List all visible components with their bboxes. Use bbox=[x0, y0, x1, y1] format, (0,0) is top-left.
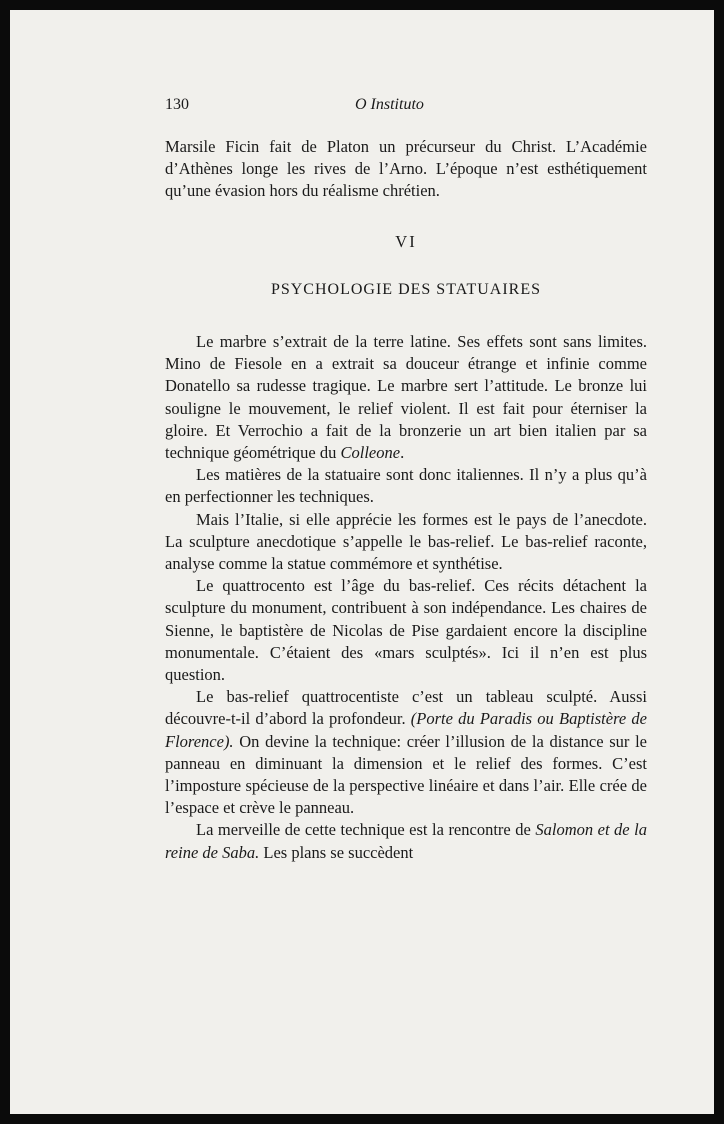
page-number: 130 bbox=[165, 96, 189, 113]
paragraph-text-end: Les plans se succèdent bbox=[259, 842, 414, 862]
section-title: PSYCHOLOGIE DES STATUAIRES bbox=[270, 280, 542, 298]
paragraph-text: Le marbre s’extrait de la terre latine. Ses effets sont sans limites. Mino de Fiesole en a extrait sa douceur étrange et infinie comme Donatello sa rudesse tragique. Le marbre sert l’attitude. Le bronze lui souligne le mouvement, le relief violent. Il est fait pour éterniser la gloire. Et Verrochio a fait de la bronzerie un art bien italien par sa technique géométrique du bbox=[165, 332, 647, 463]
paragraph-italic: (Porte du Paradis ou Baptistère de Florence). bbox=[165, 709, 647, 751]
page-content bbox=[165, 136, 647, 864]
paragraph: Mais l’Italie, si elle apprécie les formes est le pays de l’anecdote. La sculpture anecdotique s’appelle le bas-relief. Le bas-relief raconte, analyse comme la statue commémore et synthétise. bbox=[165, 509, 647, 574]
running-title: O Instituto bbox=[355, 96, 424, 113]
paragraph-italic: Salomon et de la reine de Saba. bbox=[165, 820, 647, 862]
section-number: VI bbox=[395, 231, 417, 251]
paragraph-continuation: Marsile Ficin fait de Platon un précurseur du Christ. L’Académie d’Athènes longe les rives de l’Arno. L’époque n’est esthétiquement qu’une évasion hors du réalisme chrétien. bbox=[165, 137, 647, 201]
paragraph: Les matières de la statuaire sont donc italiennes. Il n’y a plus qu’à en perfectionner les techniques. bbox=[165, 465, 647, 507]
paragraph-text-end: On devine la technique: créer l’illusion de la distance sur le panneau en diminuant la dimension et le relief des formes. C’est l’imposture spécieuse de la perspective linéaire et dans l’air. Elle crée de l’espace et crève le panneau. bbox=[165, 731, 647, 818]
paragraph bbox=[165, 819, 647, 863]
page-header bbox=[165, 96, 647, 118]
paragraph bbox=[165, 331, 647, 464]
paragraph-text: La merveille de cette technique est la rencontre de bbox=[196, 820, 536, 840]
paragraph bbox=[165, 686, 647, 819]
paragraph: Le quattrocento est l’âge du bas-relief. Ces récits détachent la sculpture du monument, contribuent à son indépendance. Les chaires de Sienne, le baptistère de Nicolas de Pise gardaient encore la discipline monumentale. C’étaient des «mars sculptés». Ici il n’en est plus question. bbox=[165, 576, 647, 685]
book-page bbox=[10, 10, 714, 1114]
paragraph-italic: Colleone bbox=[340, 443, 401, 463]
paragraph-text-end: . bbox=[400, 443, 405, 463]
paragraph-text: Le bas-relief quattrocentiste c’est un tableau sculpté. Aussi découvre-t-il d’abord la profondeur. bbox=[165, 687, 647, 729]
